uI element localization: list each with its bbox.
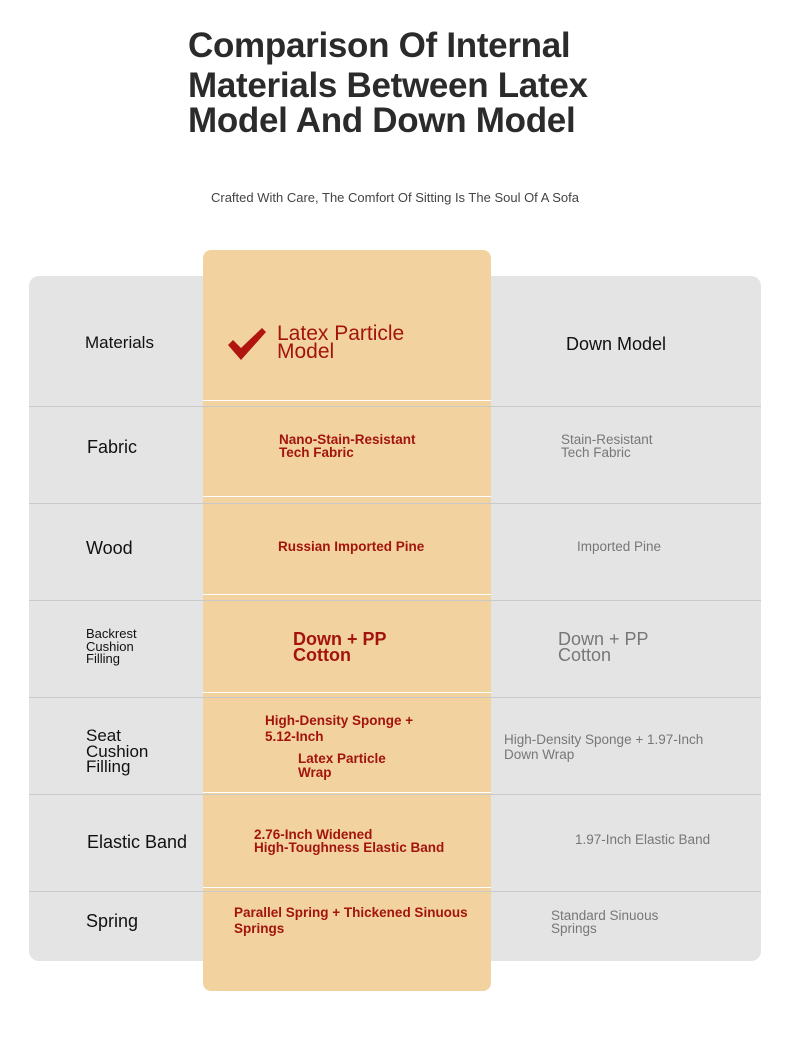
header-materials: Materials [85, 333, 154, 352]
latex-wood: Russian Imported Pine [278, 539, 425, 554]
header-down-model: Down Model [566, 334, 667, 354]
row-divider [29, 406, 761, 407]
row-divider [29, 503, 761, 504]
highlight-divider [203, 594, 491, 595]
latex-fabric: Nano-Stain-Resistant Tech Fabric [279, 432, 416, 460]
highlight-divider [203, 692, 491, 693]
down-elastic-band: 1.97-Inch Elastic Band [575, 832, 711, 847]
row-label-wood: Wood [86, 538, 133, 558]
title-line-3: Model And Down Model [188, 101, 576, 140]
highlight-divider [203, 792, 491, 793]
down-seat: High-Density Sponge + 1.97-Inch Down Wrap [504, 732, 704, 762]
header-latex-model: Latex Particle Model [277, 322, 405, 363]
row-label-fabric: Fabric [87, 437, 138, 457]
down-wood: Imported Pine [577, 539, 662, 554]
row-divider [29, 794, 761, 795]
row-divider [29, 600, 761, 601]
title-line-2: Materials Between Latex [188, 66, 588, 105]
row-divider [29, 697, 761, 698]
highlight-divider [203, 887, 491, 888]
title-line-1: Comparison Of Internal [188, 26, 571, 65]
highlight-divider [203, 496, 491, 497]
checkmark-icon [226, 326, 268, 362]
row-divider [29, 891, 761, 892]
latex-elastic-band: 2.76-Inch Widened High-Toughness Elastic Band [254, 827, 445, 855]
down-spring: Standard Sinuous Springs [551, 908, 659, 936]
down-backrest: Down + PP Cotton [558, 629, 649, 665]
latex-backrest: Down + PP Cotton [293, 629, 387, 665]
latex-seat-sponge: High-Density Sponge + 5.12-Inch [265, 713, 414, 744]
row-label-backrest: Backrest Cushion Filling [86, 626, 137, 666]
row-label-elastic-band: Elastic Band [87, 832, 188, 852]
latex-seat-wrap: Latex Particle Wrap [298, 751, 386, 780]
row-label-spring: Spring [86, 911, 139, 931]
latex-spring: Parallel Spring + Thickened Sinuous Springs [234, 905, 468, 936]
highlight-divider [203, 400, 491, 401]
row-label-seat: Seat Cushion Filling [86, 726, 149, 776]
subtitle: Crafted With Care, The Comfort Of Sitting Is The Soul Of A Sofa [210, 190, 579, 205]
page-title [188, 28, 628, 138]
down-fabric: Stain-Resistant Tech Fabric [561, 432, 653, 460]
